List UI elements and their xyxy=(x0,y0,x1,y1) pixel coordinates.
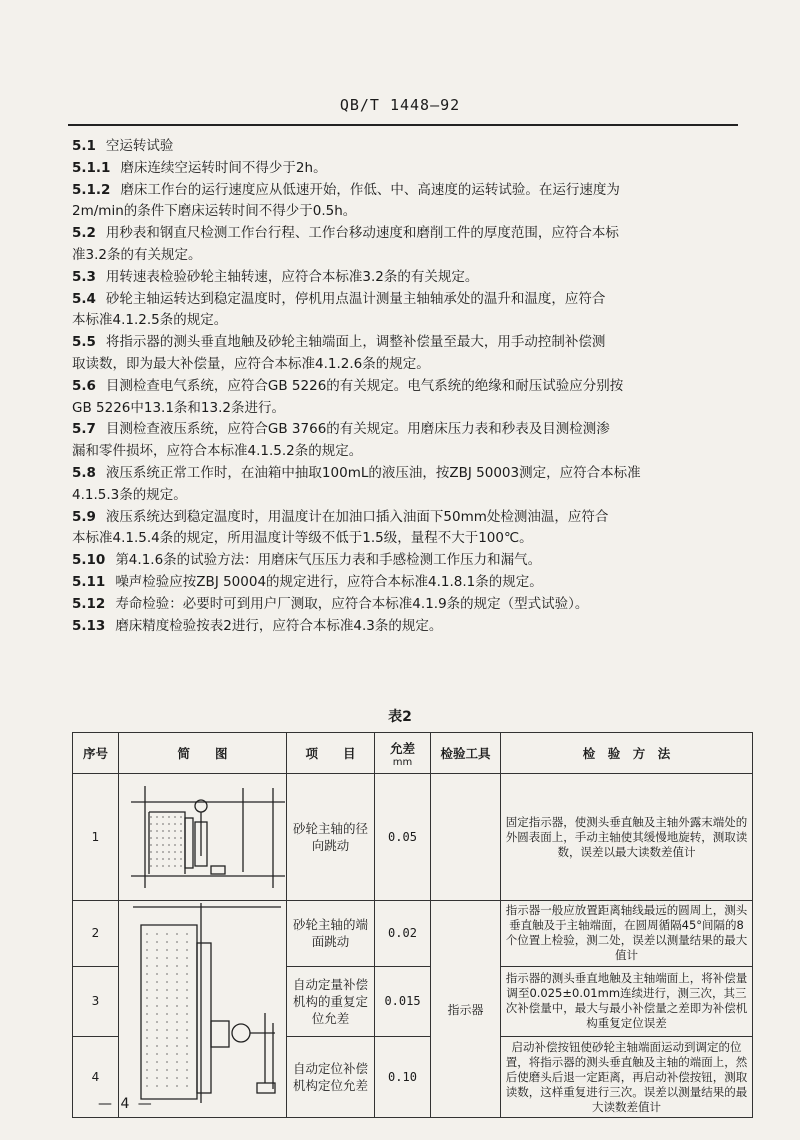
clause-5-3 xyxy=(72,267,750,289)
clause-text-continued: 取读数，即为最大补偿量，应符合本标准4.1.2.6条的规定。 xyxy=(72,355,430,372)
row-seq: 3 xyxy=(73,966,119,1037)
clause-text-continued: GB 5226中13.1条和13.2条进行。 xyxy=(72,399,285,416)
clause-text: 目测检查液压系统，应符合GB 3766的有关规定。用磨床压力表和秒表及目测检测渗 xyxy=(105,421,610,438)
clause-5-1-1 xyxy=(72,158,750,180)
row-seq: 2 xyxy=(73,901,119,967)
clause-text-continued: 本标准4.1.2.5条的规定。 xyxy=(72,312,228,329)
header-sketch: 简 图 xyxy=(119,733,287,774)
clause-list xyxy=(72,136,750,637)
clause-text: 液压系统正常工作时，在油箱中抽取100mL的液压油，按ZBJ 50003测定，应符合本标准 xyxy=(105,464,641,481)
clause-number: 5.7 xyxy=(72,421,96,438)
row-seq: 4 xyxy=(73,1037,119,1118)
clause-5-2 xyxy=(72,223,750,267)
clause-text: 空运转试验 xyxy=(105,138,174,154)
row-tolerance: 0.10 xyxy=(375,1037,431,1118)
clause-5-8 xyxy=(72,463,750,507)
clause-text: 用转速表检验砂轮主轴转速，应符合本标准3.2条的有关规定。 xyxy=(105,268,479,285)
row-method: 固定指示器，使测头垂直触及主轴外露末端处的外圆表面上，手动主轴使其缓慢地旋转，测取读数，误差以最大读数差值计 xyxy=(501,774,753,901)
clause-5-11 xyxy=(72,572,750,594)
header-seq: 序号 xyxy=(73,733,119,774)
clause-text: 磨床连续空运转时间不得少于2h。 xyxy=(120,159,327,176)
clause-number: 5.12 xyxy=(72,595,106,612)
table-row xyxy=(73,901,753,967)
clause-5-4 xyxy=(72,289,750,333)
clause-text: 第4.1.6条的试验方法：用磨床气压压力表和手感检测工作压力和漏气。 xyxy=(115,552,542,569)
clause-number: 5.1.2 xyxy=(72,181,111,198)
table-row xyxy=(73,774,753,901)
clause-text: 用秒表和钢直尺检测工作台行程、工作台移动速度和磨削工件的厚度范围，应符合本标 xyxy=(105,225,619,242)
clause-text: 液压系统达到稳定温度时，用温度计在加油口插入油面下50mm处检测油温，应符合 xyxy=(105,508,609,525)
row-item: 砂轮主轴的径向跳动 xyxy=(287,774,375,901)
clause-number: 5.6 xyxy=(72,377,96,394)
header-rule xyxy=(68,124,738,126)
clause-text: 将指示器的测头垂直地触及砂轮主轴端面上，调整补偿量至最大，用手动控制补偿测 xyxy=(105,334,606,351)
header-item: 项 目 xyxy=(287,733,375,774)
clause-text-continued: 本标准4.1.5.4条的规定，所用温度计等级不低于1.5级，量程不大于100℃。 xyxy=(72,530,533,547)
clause-text: 磨床工作台的运行速度应从低速开始，作低、中、高速度的运转试验。在运行速度为 xyxy=(120,181,620,198)
axial-runout-sketch xyxy=(123,903,291,1115)
clause-5-10 xyxy=(72,550,750,572)
page-number: — 4 — xyxy=(98,1096,154,1112)
clause-text: 砂轮主轴运转达到稳定温度时，停机用点温计测量主轴轴承处的温升和温度，应符合 xyxy=(105,290,606,307)
row-item: 自动定位补偿机构定位允差 xyxy=(287,1037,375,1118)
clause-number: 5.13 xyxy=(72,617,106,634)
clause-number: 5.8 xyxy=(72,464,96,481)
clause-number: 5.11 xyxy=(72,573,106,590)
clause-text-continued: 准3.2条的有关规定。 xyxy=(72,246,202,263)
clause-number: 5.2 xyxy=(72,225,96,242)
row-tolerance: 0.02 xyxy=(375,901,431,967)
clause-number: 5.3 xyxy=(72,268,96,285)
header-method: 检 验 方 法 xyxy=(501,733,753,774)
row-item: 砂轮主轴的端面跳动 xyxy=(287,901,375,967)
clause-text-continued: 2m/min的条件下磨床运转时间不得少于0.5h。 xyxy=(72,203,357,220)
row-tool-empty xyxy=(431,774,501,901)
row-method: 指示器的测头垂直地触及主轴端面上，将补偿量调至0.025±0.01mm连续进行，测三次，其三次补偿量中，最大与最小补偿量之差即为补偿机构重复定位误差 xyxy=(501,966,753,1037)
table-title: 表2 xyxy=(388,709,412,725)
header-tolerance-unit: mm xyxy=(392,756,413,768)
row-method: 启动补偿按钮使砂轮主轴端面运动到调定的位置，将指示器的测头垂直触及主轴的端面上，然后使磨头后退一定距离，再启动补偿按钮，测取读数，这样重复进行三次。误差以测量结果的最大读数差值计 xyxy=(501,1037,753,1118)
clause-number: 5.1.1 xyxy=(72,159,111,176)
standard-code-header: QB/T 1448—92 xyxy=(339,96,461,114)
row-item: 自动定量补偿机构的重复定位允差 xyxy=(287,966,375,1037)
radial-runout-sketch xyxy=(123,776,291,898)
clause-number: 5.5 xyxy=(72,334,96,351)
header-tool: 检验工具 xyxy=(431,733,501,774)
clause-text-continued: 漏和零件损坏，应符合本标准4.1.5.2条的规定。 xyxy=(72,443,363,460)
clause-number: 5.9 xyxy=(72,508,96,525)
header-tolerance xyxy=(375,733,431,774)
clause-text: 寿命检验：必要时可到用户厂测取，应符合本标准4.1.9条的规定（型式试验）。 xyxy=(115,595,589,612)
row-tolerance: 0.05 xyxy=(375,774,431,901)
table-header-row xyxy=(73,733,753,774)
clause-number: 5.4 xyxy=(72,290,96,307)
clause-5-1 xyxy=(72,136,750,158)
clause-text-continued: 4.1.5.3条的规定。 xyxy=(72,486,187,503)
clause-text: 目测检查电气系统，应符合GB 5226的有关规定。电气系统的绝缘和耐压试验应分别按 xyxy=(105,377,624,394)
clause-5-12 xyxy=(72,594,750,616)
clause-5-6 xyxy=(72,376,750,420)
row-method: 指示器一般应放置距离轴线最远的圆周上，测头垂直触及于主轴端面，在圆周循隔45°间隔的8个位置上检验，测二处，误差以测量结果的最大值计 xyxy=(501,901,753,967)
clause-5-13 xyxy=(72,616,750,638)
clause-5-1-2 xyxy=(72,180,750,224)
sketch-cell xyxy=(119,901,287,1118)
clause-text: 磨床精度检验按表2进行，应符合本标准4.3条的规定。 xyxy=(115,617,443,634)
row-tool: 指示器 xyxy=(431,901,501,1118)
header-tolerance-label: 允差 xyxy=(389,740,415,756)
inspection-table xyxy=(72,732,753,1118)
clause-number: 5.10 xyxy=(72,552,106,569)
clause-number: 5.1 xyxy=(72,138,96,154)
clause-5-7 xyxy=(72,419,750,463)
row-seq: 1 xyxy=(73,774,119,901)
row-tolerance: 0.015 xyxy=(375,966,431,1037)
clause-5-9 xyxy=(72,507,750,551)
sketch-cell xyxy=(119,774,287,901)
clause-5-5 xyxy=(72,332,750,376)
clause-text: 噪声检验应按ZBJ 50004的规定进行，应符合本标准4.1.8.1条的规定。 xyxy=(115,573,543,590)
